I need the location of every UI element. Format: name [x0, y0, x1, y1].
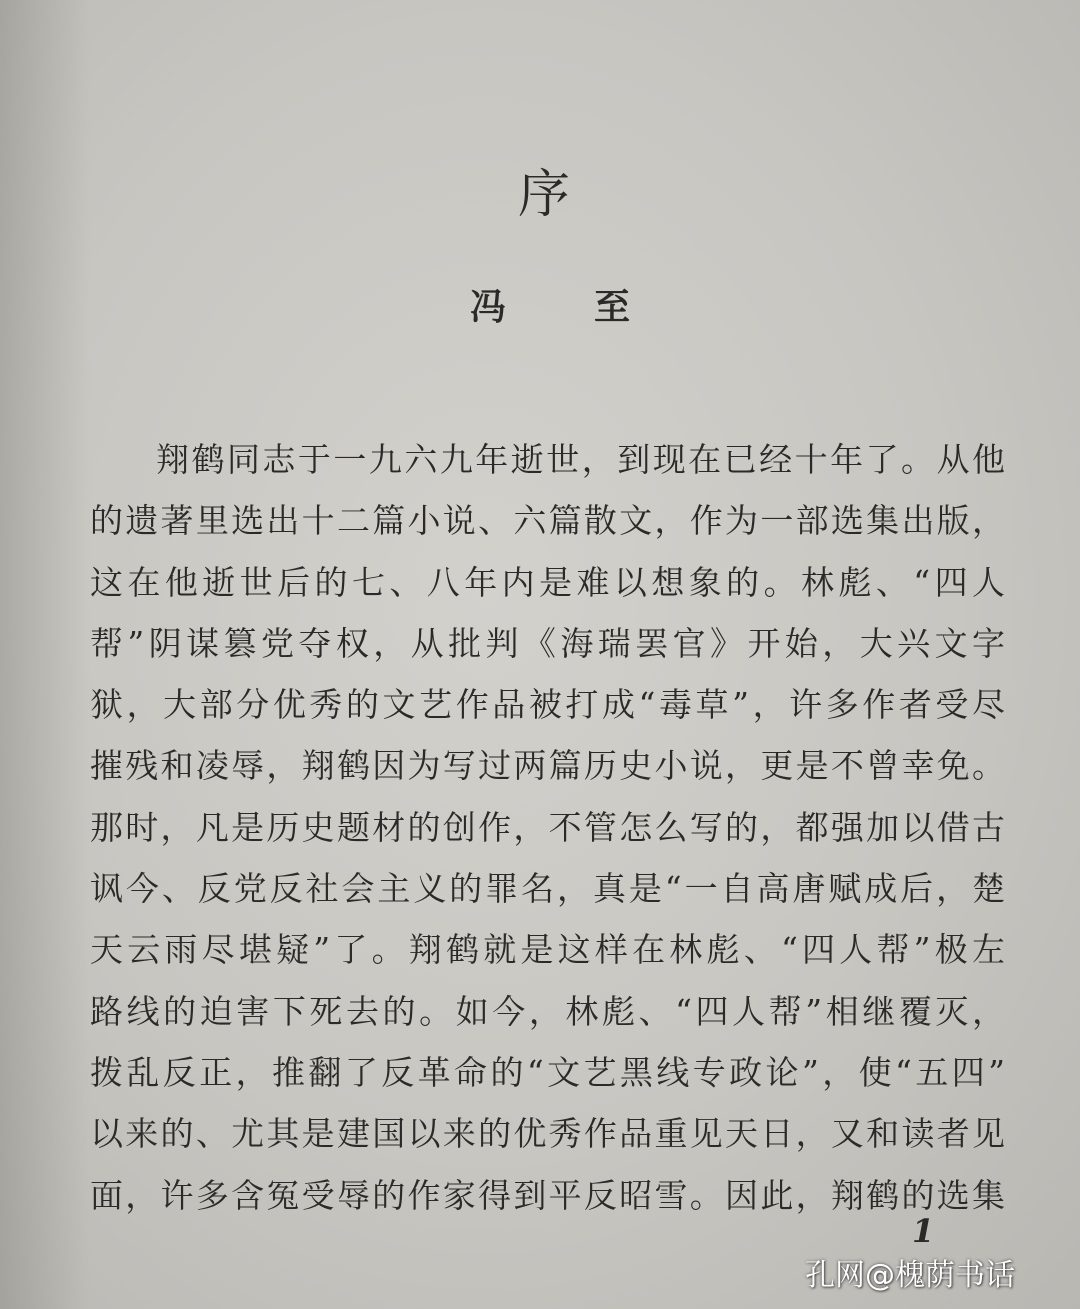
text-line: 讽今、反党反社会主义的罪名，真是“一自高唐赋成后，楚 — [90, 869, 1005, 909]
text-line: 这在他逝世后的七、八年内是难以想象的。林彪、“四人 — [90, 562, 1005, 602]
text-line: 天云雨尽堪疑”了。翔鹤就是这样在林彪、“四人帮”极左 — [90, 930, 1005, 970]
page-number: 1 — [912, 1212, 935, 1250]
watermark: 孔网@槐荫书话 — [805, 1258, 1015, 1293]
text-line: 摧残和凌辱，翔鹤因为写过两篇历史小说，更是不曾幸免。 — [90, 746, 1005, 786]
text-line: 狱，大部分优秀的文艺作品被打成“毒草”，许多作者受尽 — [90, 685, 1005, 725]
page-title: 序 — [518, 165, 571, 225]
text-line: 以来的、尤其是建国以来的优秀作品重见天日，又和读者见 — [90, 1114, 1005, 1154]
text-line: 的遗著里选出十二篇小说、六篇散文，作为一部选集出版， — [90, 501, 1005, 541]
author-name-first: 冯 — [470, 286, 507, 328]
body-paragraph — [90, 432, 1005, 1229]
text-line: 面，许多含冤受辱的作家得到平反昭雪。因此，翔鹤的选集 — [90, 1175, 1005, 1215]
text-line: 拨乱反正，推翻了反革命的“文艺黑线专政论”，使“五四” — [90, 1052, 1005, 1092]
text-line: 那时，凡是历史题材的创作，不管怎么写的，都强加以借古 — [90, 807, 1005, 847]
author-name-second: 至 — [594, 286, 631, 328]
text-line: 路线的迫害下死去的。如今，林彪、“四人帮”相继覆灭， — [90, 991, 1005, 1031]
text-line: 翔鹤同志于一九六九年逝世，到现在已经十年了。从他 — [156, 440, 1005, 479]
page-shadow — [0, 0, 90, 1309]
text-line: 帮”阴谋篡党夺权，从批判《海瑞罢官》开始，大兴文字 — [90, 623, 1005, 663]
